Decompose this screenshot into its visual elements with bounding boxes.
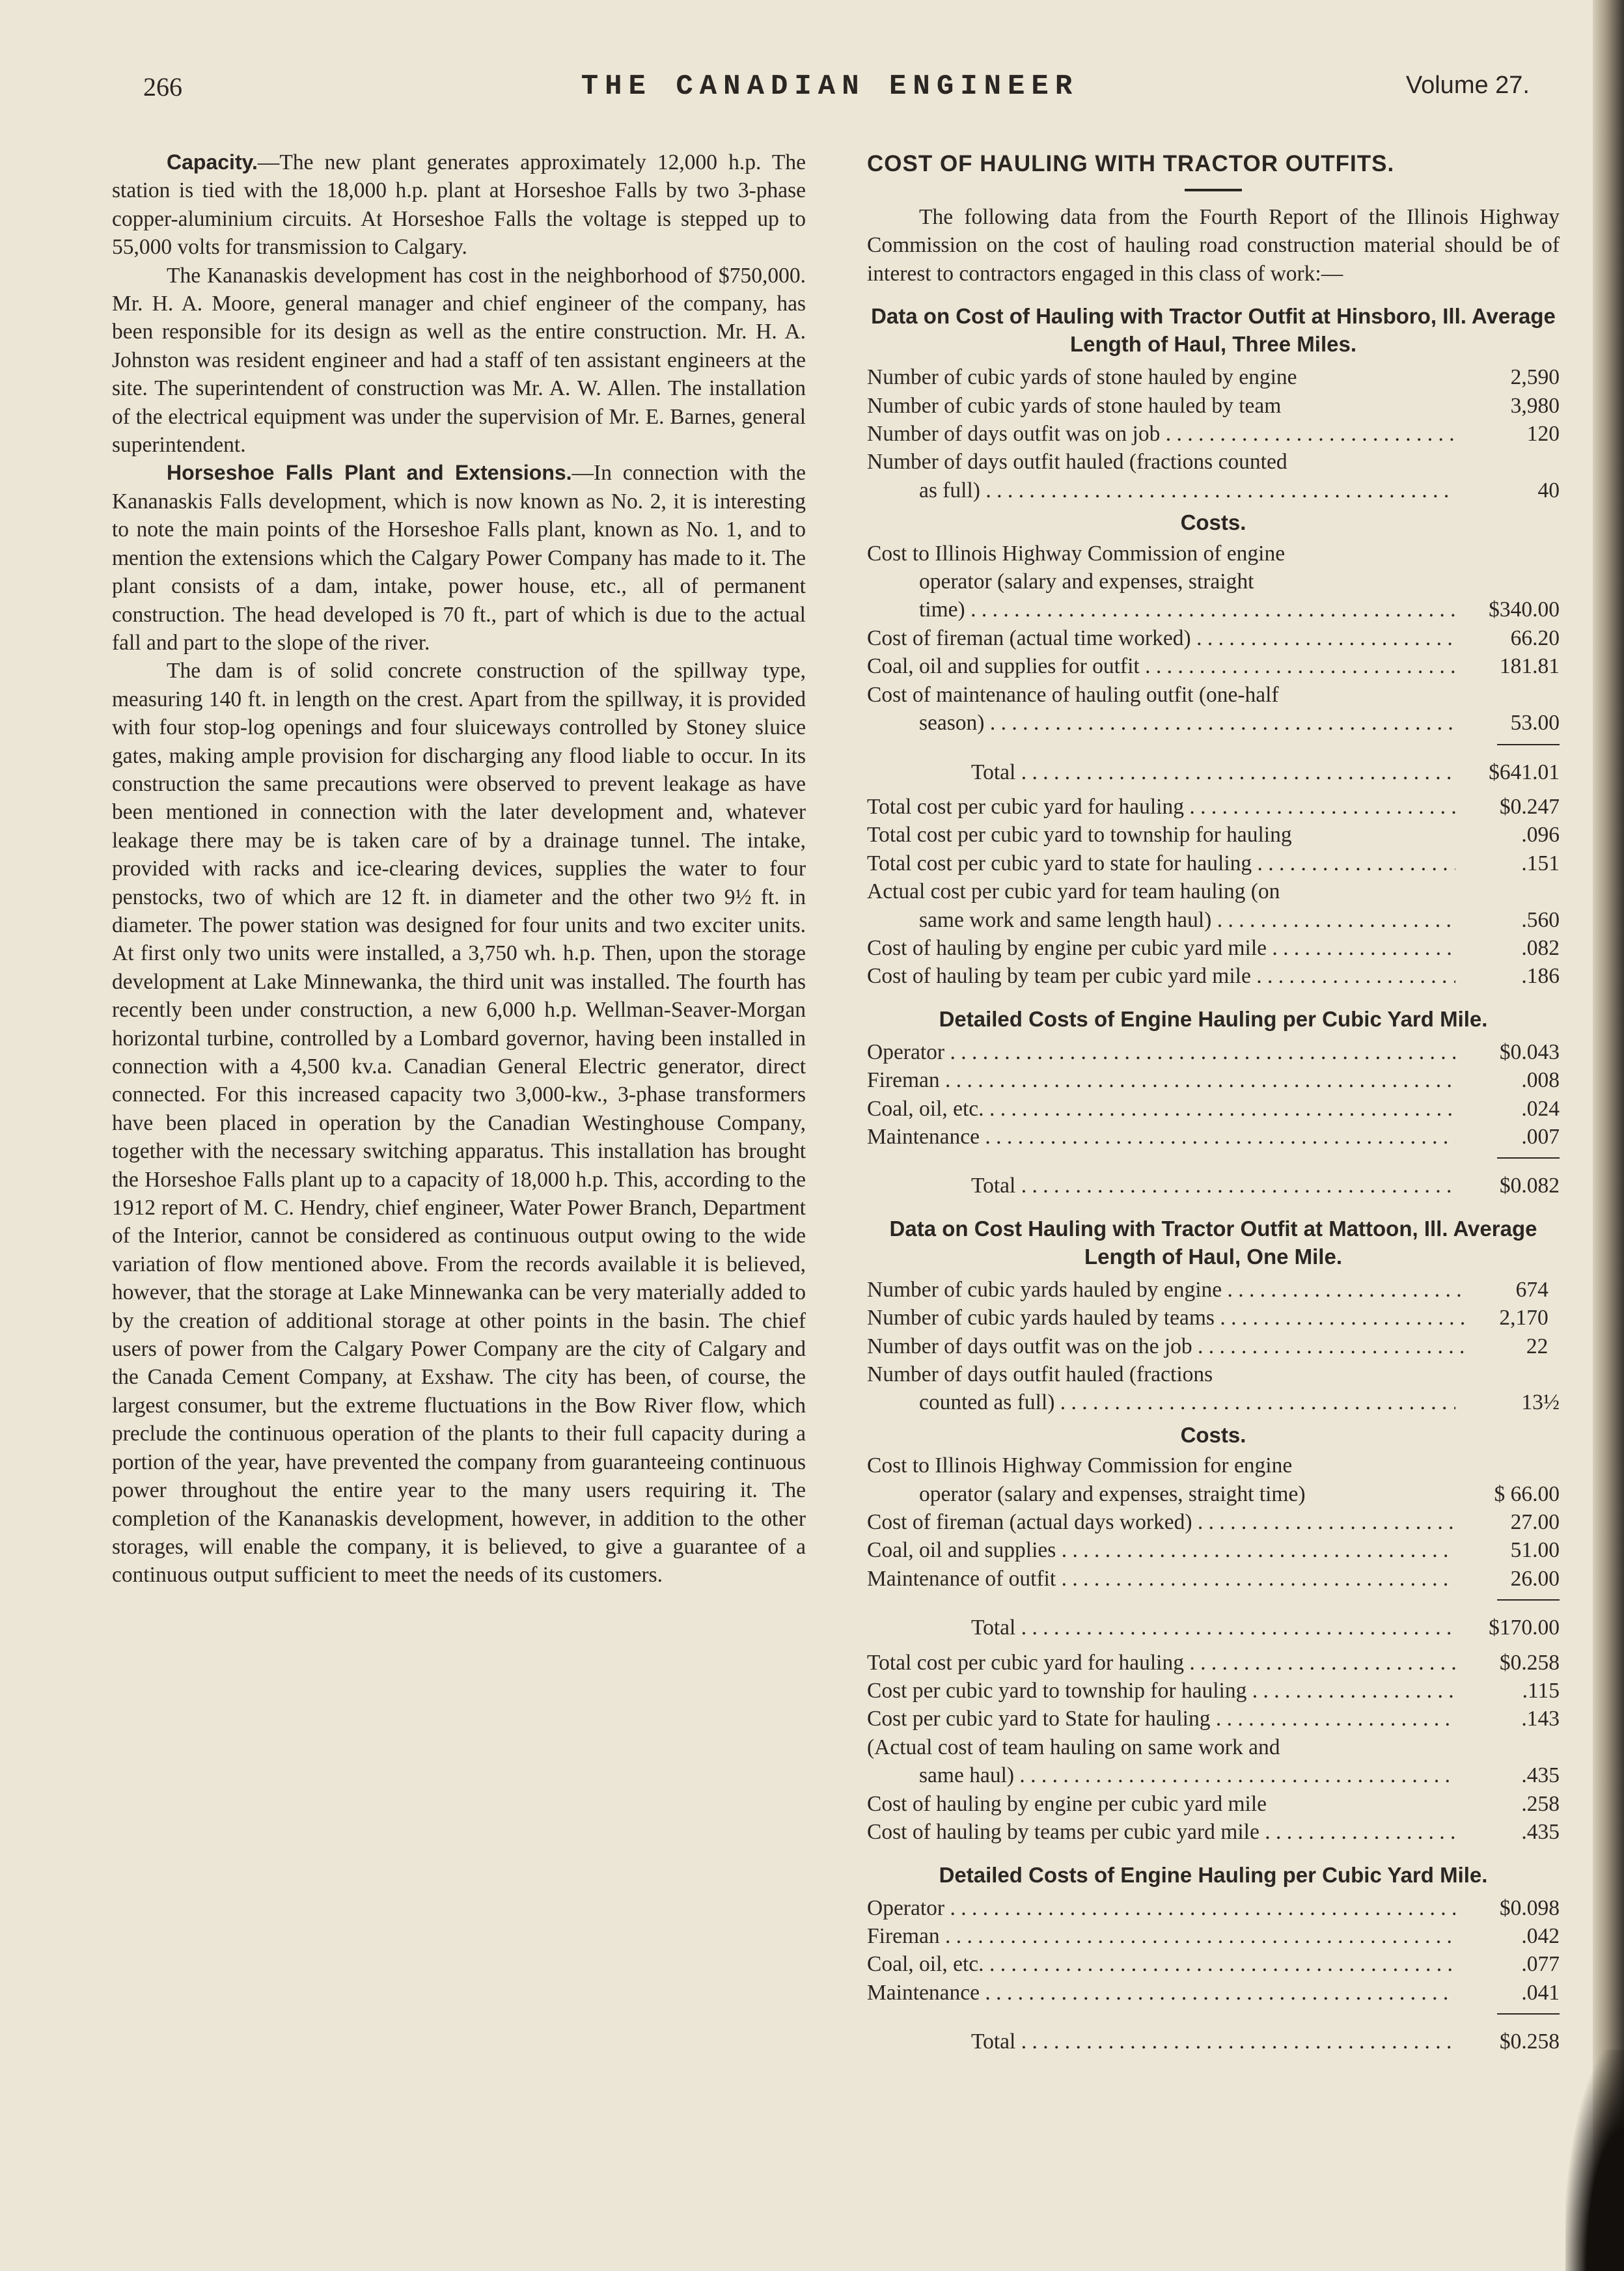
table-row	[867, 568, 1560, 596]
detail-heading-mattoon: Detailed Costs of Engine Hauling per Cubic Yard Mile.	[939, 1862, 1488, 1887]
table-row	[867, 596, 1560, 624]
table-row	[867, 363, 1560, 391]
hinsboro-costs-table	[867, 540, 1560, 737]
row-label: Fireman . . .	[867, 1922, 1455, 1950]
total-row	[867, 2028, 1560, 2056]
left-column	[112, 148, 806, 1590]
table-row	[867, 709, 1560, 737]
total-label: Total . . .	[867, 2028, 1455, 2056]
total-row	[867, 758, 1560, 786]
row-label: Maintenance . . .	[867, 1123, 1455, 1151]
row-label: Maintenance of outfit . . .	[867, 1565, 1455, 1593]
row-value: .435	[1521, 1763, 1560, 1788]
hinsboro-stats-table	[867, 363, 1560, 504]
row-value: .077	[1521, 1952, 1560, 1977]
row-value: 22	[1526, 1334, 1548, 1358]
total-value: $641.01	[1489, 760, 1560, 784]
paragraph-text: The Kananaskis development has cost in the neighborhood of $750,000. Mr. H. A. Moore, general manager and chief engineer of the company, has been responsible for its design as well as the entire construction. Mr. H. A. Johnston was resident engineer and had a staff of ten assistant engineers at the site. The superintendent of construction was Mr. A. W. Allen. The installation of the electrical equipment was under the supervision of Mr. E. Barnes, general superintendent.	[112, 263, 806, 458]
table-row	[867, 1536, 1560, 1564]
hinsboro-unit-costs-table	[867, 793, 1560, 991]
row-label: Coal, oil and supplies for outfit . . .	[867, 652, 1455, 680]
sum-rule	[1497, 1599, 1560, 1601]
row-label: Number of days outfit hauled (fractions	[867, 1362, 1213, 1386]
page-header	[130, 65, 1530, 111]
row-label-cont: operator (salary and expenses, straight time)	[919, 1481, 1306, 1506]
table-row	[867, 420, 1560, 448]
table-row	[867, 392, 1560, 420]
row-value: .258	[1521, 1791, 1560, 1816]
table-row	[867, 962, 1560, 990]
row-label: Coal, oil, etc. . . .	[867, 1095, 1455, 1123]
table-row	[867, 877, 1560, 905]
table-row	[867, 1979, 1560, 2007]
row-label: Coal, oil, etc. . . .	[867, 1950, 1455, 1978]
volume-label: Volume 27.	[1405, 72, 1530, 99]
row-label-cont: same work and same length haul) . . .	[867, 906, 1455, 934]
row-label: Cost of hauling by engine per cubic yard mile	[867, 1791, 1267, 1816]
row-value: 674	[1515, 1277, 1548, 1302]
table-row	[867, 934, 1560, 962]
hinsboro-detail-total	[867, 1172, 1560, 1200]
detail-heading-hinsboro: Detailed Costs of Engine Hauling per Cubic Yard Mile.	[939, 1006, 1488, 1031]
sum-rule	[1497, 744, 1560, 745]
row-value: .560	[1521, 907, 1560, 932]
row-label: Total cost per cubic yard for hauling . . .	[867, 793, 1455, 821]
row-value: 3,980	[1510, 393, 1560, 418]
page-edge	[1593, 0, 1624, 2271]
table-row	[867, 1388, 1560, 1416]
article-intro: The following data from the Fourth Report of the Illinois Highway Commission on the cost of hauling road construction material should be of interest to contractors engaged in this class of work:—	[867, 205, 1560, 286]
row-label-cont: time) . . .	[867, 596, 1455, 624]
paragraph-text: —In connection with the Kananaskis Falls development, which is now known as No. 2, it is interesting to note the main points of the Horseshoe Falls plant, known as No. 1, and to mention the extensions which the Calgary Power Company has made to it. The plant consists of a dam, intake, power house, etc., all of permanent construction. The head developed is 70 ft., part of which is due to the actual fall and part to the slope of the river.	[112, 461, 806, 655]
table-row	[867, 681, 1560, 709]
corner-shadow	[1565, 2050, 1624, 2271]
row-label: Number of cubic yards hauled by engine . . .	[867, 1276, 1464, 1304]
mattoon-stats-table	[867, 1276, 1560, 1417]
row-value: 2,590	[1510, 365, 1560, 390]
mattoon-detail-table	[867, 1894, 1560, 2007]
table-row	[867, 540, 1560, 568]
row-value: 51.00	[1510, 1538, 1560, 1563]
row-label: Coal, oil and supplies . . .	[867, 1536, 1455, 1564]
row-label: Number of days outfit was on job . . .	[867, 420, 1455, 448]
row-label: Cost per cubic yard to township for hauling . . .	[867, 1677, 1455, 1705]
row-label: Actual cost per cubic yard for team hauling (on	[867, 879, 1280, 904]
article-title: COST OF HAULING WITH TRACTOR OUTFITS.	[867, 151, 1395, 176]
row-value: 13½	[1521, 1390, 1560, 1415]
table-row	[867, 1761, 1560, 1789]
row-label: Number of days outfit was on the job . . .	[867, 1332, 1463, 1360]
row-label: Cost of fireman (actual time worked) . . .	[867, 624, 1455, 652]
hinsboro-detail-table	[867, 1038, 1560, 1151]
section-heading-hinsboro: Data on Cost of Hauling with Tractor Outfit at Hinsboro, Ill. Average Length of Haul, Three Miles.	[871, 304, 1556, 357]
costs-heading: Costs.	[1180, 510, 1246, 535]
row-label-cont: same haul) . . .	[867, 1761, 1455, 1789]
row-value: .151	[1521, 851, 1560, 875]
row-value: $340.00	[1489, 598, 1560, 622]
row-label: Cost of maintenance of hauling outfit (one-half	[867, 682, 1279, 707]
table-row	[867, 1818, 1560, 1846]
right-column	[867, 148, 1560, 2056]
total-value: $0.082	[1499, 1174, 1560, 1198]
table-row	[867, 1095, 1560, 1123]
table-row	[867, 1508, 1560, 1536]
total-value: $170.00	[1489, 1616, 1560, 1640]
table-row	[867, 1360, 1560, 1388]
table-row	[867, 1733, 1560, 1761]
row-label-cont: counted as full) . . .	[867, 1388, 1455, 1416]
paragraph	[112, 148, 806, 262]
row-value: 2,170	[1499, 1306, 1548, 1330]
row-label: Cost to Illinois Highway Commission for engine	[867, 1453, 1293, 1478]
row-label: Cost per cubic yard to State for hauling . . .	[867, 1705, 1455, 1733]
table-row	[867, 652, 1560, 680]
total-label: Total . . .	[867, 1172, 1455, 1200]
table-row	[867, 1066, 1560, 1094]
row-value: 66.20	[1510, 626, 1560, 650]
table-row	[867, 1038, 1560, 1066]
row-label: Cost of hauling by teams per cubic yard mile . . .	[867, 1818, 1455, 1846]
row-label-cont: operator (salary and expenses, straight	[919, 570, 1254, 594]
row-value: $0.258	[1499, 1650, 1560, 1675]
row-value: .024	[1521, 1096, 1560, 1121]
mattoon-detail-total	[867, 2028, 1560, 2056]
row-value: .096	[1521, 823, 1560, 847]
row-value: .435	[1521, 1820, 1560, 1845]
table-row	[867, 793, 1560, 821]
row-value: 27.00	[1510, 1510, 1560, 1535]
row-value: .143	[1521, 1707, 1560, 1731]
run-in-heading: Capacity.	[167, 150, 258, 174]
row-label: Number of days outfit hauled (fractions counted	[867, 450, 1287, 475]
paragraph	[112, 657, 806, 1589]
row-value: .082	[1521, 935, 1560, 960]
row-value: $ 66.00	[1494, 1481, 1560, 1506]
row-label: Number of cubic yards of stone hauled by engine	[867, 365, 1297, 390]
total-label: Total . . .	[867, 1614, 1455, 1642]
mattoon-unit-costs-table	[867, 1649, 1560, 1847]
table-row	[867, 1649, 1560, 1677]
journal-title: THE CANADIAN ENGINEER	[581, 70, 1079, 103]
table-row	[867, 624, 1560, 652]
row-value: 26.00	[1510, 1566, 1560, 1591]
paragraph-text: The dam is of solid concrete construction of the spillway type, measuring 140 ft. in length on the crest. Apart from the spillway, it is provided with four stop-log openings and four sluiceways controlled by Stoney sluice gates, making ample provision for discharging any flood liable to occur. In its construction the same precautions were observed to prevent leakage as have been mentioned in connection with the later development and, whatever leakage there may be is taken care of by a drainage tunnel. The intake, provided with racks and ice-clearing devices, supplies the water to four penstocks, two of which are 12 ft. in diameter and the other two 9½ ft. in diameter. The power station was designed for four units and two exciter units. At first only two units were installed, a 3,750 wh. h.p. Then, upon the storage development at Lake Minnewanka, the third unit was installed. The fourth has recently been under construction, a new 6,000 h.p. Wellman-Seaver-Morgan horizontal turbine, controlled by a Lombard governor, having been installed in connection with a 4,500 kv.a. Canadian General Electric generator, direct connected. For this increased capacity two 3,000-kw., 3-phase transformers have been placed in operation by the Canadian Westinghouse Company, together with the necessary switching apparatus. This installation has brought the Horseshoe Falls plant up to a capacity of 18,000 h.p. This, according to the 1912 report of M. C. Hendry, chief engineer, Water Power Branch, Department of the Interior, cannot be considered as continuous output owing to the wide variation of flow mentioned above. From the records available it is believed, however, that the storage at Lake Minnewanka can be very materially added to by the creation of additional storage at other points in the basin. The chief users of power from the Calgary Power Company are the city of Calgary and the Canada Cement Company, at Exshaw. The city has been, of course, the largest consumer, but the extreme fluctuations in the Bow River flow, which preclude the continuous operation of the plants to their full capacity during a portion of the year, have prevented the company from guaranteeing continuous power throughout the entire year to the many users requiring it. The completion of the Kananaskis development, however, in addition to the other storages, will enable the company, it is believed, to give a guarantee of a continuous output sufficient to meet the needs of its customers.	[112, 659, 806, 1588]
table-row	[867, 1894, 1560, 1922]
table-row	[867, 906, 1560, 934]
row-label: Operator . . .	[867, 1038, 1455, 1066]
row-value: 40	[1537, 478, 1560, 502]
row-label-cont: season) . . .	[867, 709, 1455, 737]
row-label: Cost of hauling by engine per cubic yard mile . . .	[867, 934, 1455, 962]
row-value: .115	[1522, 1679, 1560, 1703]
row-label: Total cost per cubic yard to township for hauling	[867, 823, 1292, 847]
row-value: $0.098	[1499, 1895, 1560, 1920]
row-value: .008	[1521, 1068, 1560, 1093]
row-label: Cost to Illinois Highway Commission of engine	[867, 541, 1286, 566]
mattoon-total	[867, 1614, 1560, 1642]
table-row	[867, 1332, 1560, 1360]
row-value: 53.00	[1510, 711, 1560, 736]
paragraph	[112, 459, 806, 657]
row-value: .007	[1521, 1124, 1560, 1149]
mattoon-costs-table	[867, 1452, 1560, 1593]
table-row	[867, 849, 1560, 877]
table-row	[867, 1790, 1560, 1818]
sum-rule	[1497, 2013, 1560, 2015]
table-row	[867, 1705, 1560, 1733]
page-number: 266	[143, 72, 182, 102]
table-row	[867, 1922, 1560, 1950]
run-in-heading: Horseshoe Falls Plant and Extensions.	[167, 461, 572, 485]
section-heading-mattoon: Data on Cost Hauling with Tractor Outfit at Mattoon, Ill. Average Length of Haul, One Mile.	[889, 1216, 1537, 1269]
table-row	[867, 1123, 1560, 1151]
row-label: (Actual cost of team hauling on same work and	[867, 1735, 1280, 1759]
total-value: $0.258	[1499, 2030, 1560, 2054]
sum-rule	[1497, 1157, 1560, 1159]
table-row	[867, 1677, 1560, 1705]
total-row	[867, 1172, 1560, 1200]
row-value: .042	[1521, 1923, 1560, 1948]
title-rule	[1185, 189, 1242, 191]
row-value: $0.043	[1499, 1039, 1560, 1064]
paragraph	[112, 262, 806, 460]
costs-heading: Costs.	[1180, 1422, 1246, 1447]
row-label-cont: as full) . . .	[867, 476, 1455, 504]
row-value: $0.247	[1499, 794, 1560, 819]
paragraph-text: —The new plant generates approximately 12,000 h.p. The station is tied with the 18,000 h.p. plant at Horseshoe Falls by two 3-phase copper-aluminium circuits. At Horseshoe Falls the voltage is stepped up to 55,000 volts for transmission to Calgary.	[112, 150, 806, 260]
table-row	[867, 821, 1560, 849]
row-label: Fireman . . .	[867, 1066, 1455, 1094]
table-row	[867, 1950, 1560, 1978]
row-label: Operator . . .	[867, 1894, 1455, 1922]
row-value: .186	[1521, 964, 1560, 989]
total-row	[867, 1614, 1560, 1642]
row-label: Total cost per cubic yard for hauling . . .	[867, 1649, 1455, 1677]
row-label: Number of cubic yards hauled by teams . . .	[867, 1304, 1464, 1332]
total-label: Total . . .	[867, 758, 1455, 786]
table-row	[867, 1304, 1560, 1332]
table-row	[867, 448, 1560, 476]
table-row	[867, 1565, 1560, 1593]
table-row	[867, 1452, 1560, 1480]
hinsboro-total	[867, 758, 1560, 786]
row-label: Total cost per cubic yard to state for hauling . . .	[867, 849, 1455, 877]
row-label: Cost of fireman (actual days worked) . . .	[867, 1508, 1455, 1536]
row-label: Maintenance . . .	[867, 1979, 1455, 2007]
row-value: 120	[1526, 422, 1560, 447]
row-label: Number of cubic yards of stone hauled by team	[867, 393, 1282, 418]
row-value: 181.81	[1499, 654, 1560, 679]
row-value: .041	[1521, 1980, 1560, 2005]
table-row	[867, 1276, 1560, 1304]
table-row	[867, 1480, 1560, 1508]
row-label: Cost of hauling by team per cubic yard mile . . .	[867, 962, 1455, 990]
table-row	[867, 476, 1560, 504]
